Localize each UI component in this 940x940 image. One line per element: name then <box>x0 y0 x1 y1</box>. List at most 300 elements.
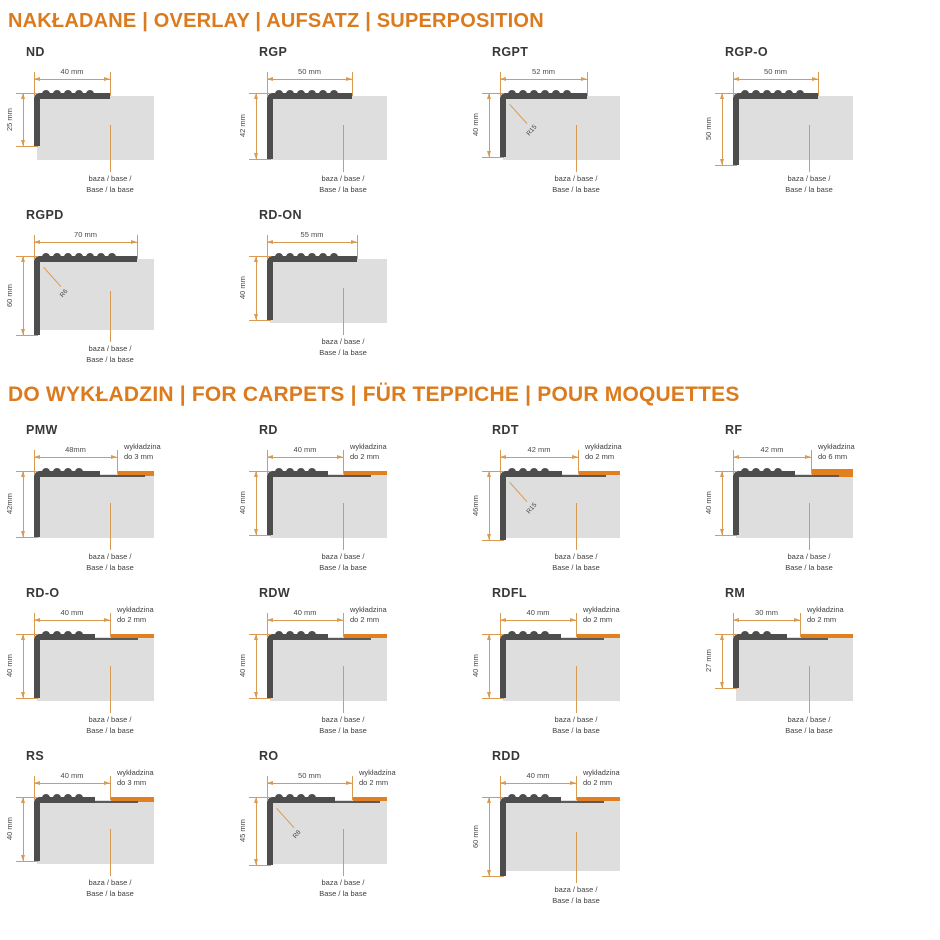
height-dimension-line <box>23 256 24 335</box>
base-pointer-line <box>110 125 111 172</box>
profile-rib <box>64 90 72 94</box>
height-dimension-label: 27 mm <box>704 649 713 673</box>
height-extension-line-bottom <box>249 320 271 321</box>
profile-rib <box>308 468 316 472</box>
profile-rib <box>53 631 61 635</box>
height-extension-line-top <box>715 93 737 94</box>
base-rectangle <box>503 96 620 160</box>
base-rectangle <box>270 800 387 864</box>
profile-rib <box>308 253 316 257</box>
height-dimension-line <box>23 471 24 537</box>
profile-rib <box>519 468 527 472</box>
base-rectangle <box>736 96 853 160</box>
base-label-line2: Base / la base <box>86 354 134 364</box>
carpet-label <box>807 605 887 625</box>
profile-diagram <box>5 41 245 204</box>
height-dimension-label: 40 mm <box>704 491 713 515</box>
profile-rib <box>752 468 760 472</box>
profile-rib <box>752 90 760 94</box>
height-extension-line-bottom <box>16 146 38 147</box>
base-label-line2: Base / la base <box>319 888 367 898</box>
base-label-line2: Base / la base <box>86 562 134 572</box>
profile-vertical-leg <box>500 471 506 540</box>
height-dimension-label: 46mm <box>471 495 480 516</box>
base-rectangle <box>270 474 387 538</box>
profile-code: PMW <box>26 423 58 437</box>
profile-code: RDFL <box>492 586 527 600</box>
base-label-line2: Base / la base <box>86 888 134 898</box>
height-extension-line-top <box>16 256 38 257</box>
width-dimension-line <box>34 783 110 784</box>
carpet-label-line1: wykładzina <box>583 768 620 777</box>
profile-code: RGP-O <box>725 45 768 59</box>
width-dimension-label: 50 mm <box>298 771 321 780</box>
profile-rib <box>86 90 94 94</box>
base-label <box>521 552 631 573</box>
width-dimension-line <box>500 79 587 80</box>
profile-rib <box>563 90 571 94</box>
profile-rib <box>763 631 771 635</box>
carpet-label-line2: do 2 mm <box>359 778 389 788</box>
base-rectangle <box>503 637 620 701</box>
width-extension-line-right <box>352 72 353 96</box>
height-extension-line-bottom <box>482 698 504 699</box>
profile-rib <box>530 631 538 635</box>
base-rectangle <box>37 637 154 701</box>
width-dimension-label: 40 mm <box>526 771 550 780</box>
height-extension-line-bottom <box>482 157 504 158</box>
base-pointer-line <box>576 125 577 172</box>
carpet-label-line1: wykładzina <box>117 605 154 614</box>
profile-rib <box>297 468 305 472</box>
profile-vertical-leg <box>500 634 506 698</box>
profile-diagram <box>238 41 478 204</box>
profile-vertical-leg <box>733 93 739 165</box>
height-dimension-label: 40 mm <box>238 276 247 300</box>
height-dimension-line <box>23 93 24 146</box>
profile-vertical-leg <box>267 471 273 535</box>
base-label-line1: baza / base / <box>88 344 132 353</box>
base-label-line1: baza / base / <box>787 715 831 724</box>
height-dimension-label: 42mm <box>5 493 14 515</box>
height-dimension-label: 40 mm <box>471 113 480 137</box>
base-label-line1: baza / base / <box>321 552 365 561</box>
width-extension-line-right <box>110 613 111 637</box>
profile-vertical-leg <box>34 634 40 698</box>
base-label-line1: baza / base / <box>554 174 598 183</box>
carpet-label-line1: wykładzina <box>818 442 855 451</box>
carpet-label-line2: do 2 mm <box>583 778 613 788</box>
base-pointer-line <box>576 666 577 713</box>
profile-diagram <box>238 419 478 582</box>
base-label <box>55 344 165 365</box>
profile-rib <box>53 468 61 472</box>
height-extension-line-bottom <box>249 698 271 699</box>
profile-rib <box>519 794 527 798</box>
carpet-label-line1: wykładzina <box>350 605 387 614</box>
base-label <box>754 174 864 195</box>
profile-diagram <box>5 204 245 367</box>
width-extension-line-right <box>811 450 812 474</box>
base-label <box>55 715 165 736</box>
height-dimension-label: 40 mm <box>238 491 247 515</box>
height-extension-line-bottom <box>482 876 504 877</box>
height-dimension-label: 60 mm <box>5 284 14 307</box>
carpet-label-line1: wykładzina <box>350 442 387 451</box>
width-extension-line-right <box>800 613 801 637</box>
width-dimension-label: 48mm <box>65 445 86 454</box>
profile-rib <box>64 794 72 798</box>
width-dimension-label: 42 mm <box>527 445 551 454</box>
height-extension-line-top <box>715 471 737 472</box>
profile-rib <box>286 90 294 94</box>
base-label <box>288 337 398 358</box>
height-dimension-line <box>489 797 490 876</box>
base-rectangle <box>503 800 620 871</box>
profile-vertical-leg <box>267 797 273 865</box>
profile-section <box>0 383 940 908</box>
base-label-line1: baza / base / <box>321 337 365 346</box>
height-dimension-label: 25 mm <box>5 108 14 131</box>
profile-grid <box>0 41 940 367</box>
profile-rib <box>741 631 749 635</box>
profile-vertical-leg <box>733 471 739 535</box>
profile-rib <box>75 90 83 94</box>
base-label-line2: Base / la base <box>552 725 600 735</box>
base-label-line1: baza / base / <box>88 878 132 887</box>
base-label <box>55 552 165 573</box>
height-extension-line-top <box>715 634 737 635</box>
height-extension-line-top <box>249 256 271 257</box>
profile-diagram <box>704 582 940 745</box>
profile-code: RGP <box>259 45 288 59</box>
profile-rib <box>97 253 105 257</box>
base-label <box>288 174 398 195</box>
base-label-line1: baza / base / <box>88 174 132 183</box>
profile-code: RDT <box>492 423 519 437</box>
profile-rib <box>330 253 338 257</box>
base-label-line1: baza / base / <box>88 552 132 561</box>
height-dimension-line <box>722 634 723 688</box>
profile-rib <box>530 794 538 798</box>
base-label-line2: Base / la base <box>552 895 600 905</box>
height-dimension-label: 40 mm <box>5 817 14 841</box>
base-label <box>521 885 631 906</box>
base-rectangle <box>37 474 154 538</box>
profile-rib <box>42 253 50 257</box>
radius-label: R15 <box>525 123 539 138</box>
base-pointer-line <box>343 503 344 550</box>
profile-vertical-leg <box>34 93 40 146</box>
base-pointer-line <box>343 125 344 172</box>
carpet-label-line1: wykładzina <box>124 442 161 451</box>
height-extension-line-top <box>249 93 271 94</box>
carpet-label-line2: do 2 mm <box>807 615 837 625</box>
width-dimension-label: 40 mm <box>293 608 317 617</box>
width-dimension-line <box>733 457 811 458</box>
profile-code: ND <box>26 45 45 59</box>
profile-diagram <box>471 41 711 204</box>
profile-section <box>0 10 940 367</box>
height-dimension-line <box>256 93 257 159</box>
base-pointer-line <box>343 666 344 713</box>
height-dimension-label: 40 mm <box>471 654 480 678</box>
profile-diagram <box>471 419 711 582</box>
width-dimension-line <box>267 242 357 243</box>
profile-rib <box>53 253 61 257</box>
carpet-label-line2: do 3 mm <box>117 778 147 788</box>
base-label-line2: Base / la base <box>319 347 367 357</box>
height-dimension-line <box>256 471 257 535</box>
base-label <box>521 715 631 736</box>
profile-vertical-leg <box>267 256 273 320</box>
width-dimension-line <box>733 79 818 80</box>
width-extension-line-right <box>818 72 819 96</box>
profile-vertical-leg <box>34 797 40 861</box>
width-dimension-line <box>34 620 110 621</box>
width-dimension-label: 40 mm <box>60 608 84 617</box>
profile-vertical-leg <box>267 634 273 698</box>
height-extension-line-top <box>16 634 38 635</box>
profile-rib <box>508 90 516 94</box>
height-extension-line-bottom <box>249 159 271 160</box>
base-rectangle <box>736 637 853 701</box>
base-label <box>754 552 864 573</box>
profile-diagram <box>704 41 940 204</box>
width-dimension-line <box>500 620 576 621</box>
width-dimension-line <box>267 783 352 784</box>
base-label-line2: Base / la base <box>86 184 134 194</box>
profile-diagram <box>238 204 478 367</box>
profile-code: RD <box>259 423 278 437</box>
height-extension-line-top <box>16 797 38 798</box>
base-label-line1: baza / base / <box>321 715 365 724</box>
carpet-label-line2: do 2 mm <box>350 615 380 625</box>
width-dimension-line <box>267 79 352 80</box>
base-label-line2: Base / la base <box>319 562 367 572</box>
width-extension-line-right <box>117 450 118 474</box>
profile-rib <box>297 631 305 635</box>
width-extension-line-right <box>576 776 577 800</box>
carpet-label <box>818 442 898 462</box>
width-dimension-label: 40 mm <box>60 67 84 76</box>
height-extension-line-bottom <box>715 535 737 536</box>
profile-rib <box>741 468 749 472</box>
height-extension-line-top <box>482 471 504 472</box>
width-extension-line-right <box>352 776 353 800</box>
profile-code: RM <box>725 586 746 600</box>
profile-rib <box>519 90 527 94</box>
profile-rib <box>286 468 294 472</box>
base-label <box>55 174 165 195</box>
height-dimension-label: 45 mm <box>238 819 247 843</box>
profile-rib <box>64 631 72 635</box>
width-dimension-label: 55 mm <box>300 230 324 239</box>
profile-rib <box>319 90 327 94</box>
profile-rib <box>275 253 283 257</box>
profile-rib <box>541 794 549 798</box>
carpet-label-line2: do 3 mm <box>124 452 154 462</box>
base-rectangle <box>37 800 154 864</box>
height-dimension-line <box>23 797 24 861</box>
base-label-line2: Base / la base <box>785 184 833 194</box>
base-pointer-line <box>809 666 810 713</box>
base-label <box>288 552 398 573</box>
width-dimension-label: 52 mm <box>532 67 555 76</box>
width-extension-line-right <box>110 72 111 96</box>
height-extension-line-bottom <box>16 861 38 862</box>
profile-rib <box>330 90 338 94</box>
height-extension-line-top <box>249 471 271 472</box>
profile-rib <box>42 90 50 94</box>
height-extension-line-bottom <box>16 537 38 538</box>
width-extension-line-right <box>576 613 577 637</box>
width-dimension-line <box>733 620 800 621</box>
profile-diagram <box>5 582 245 745</box>
profile-rib <box>508 468 516 472</box>
carpet-label <box>117 768 197 788</box>
height-extension-line-bottom <box>16 335 38 336</box>
profile-rib <box>508 794 516 798</box>
profile-rib <box>530 468 538 472</box>
base-label-line1: baza / base / <box>554 552 598 561</box>
profile-rib <box>286 794 294 798</box>
height-dimension-label: 42 mm <box>238 114 247 138</box>
profile-rib <box>541 468 549 472</box>
profile-code: RGPD <box>26 208 64 222</box>
profile-rib <box>42 794 50 798</box>
profile-rib <box>785 90 793 94</box>
height-extension-line-top <box>482 797 504 798</box>
carpet-label-line1: wykładzina <box>117 768 154 777</box>
base-pointer-line <box>110 829 111 876</box>
base-label-line1: baza / base / <box>554 715 598 724</box>
base-label-line2: Base / la base <box>319 725 367 735</box>
profile-code: RDD <box>492 749 521 763</box>
height-extension-line-bottom <box>249 865 271 866</box>
base-pointer-line <box>576 832 577 883</box>
width-extension-line-right <box>343 613 344 637</box>
profile-rib <box>541 90 549 94</box>
profile-rib <box>541 631 549 635</box>
width-extension-line-right <box>343 450 344 474</box>
height-dimension-line <box>722 93 723 165</box>
width-dimension-line <box>267 457 343 458</box>
section-title: DO WYKŁADZIN | FOR CARPETS | FÜR TEPPICHE | POUR MOQUETTES <box>8 383 740 406</box>
height-extension-line-top <box>482 634 504 635</box>
profile-rib <box>297 253 305 257</box>
base-label-line1: baza / base / <box>321 878 365 887</box>
height-dimension-line <box>722 471 723 535</box>
height-dimension-label: 60 mm <box>471 825 480 848</box>
profile-rib <box>297 794 305 798</box>
height-dimension-label: 40 mm <box>5 654 14 678</box>
width-dimension-label: 40 mm <box>526 608 550 617</box>
profile-rib <box>53 90 61 94</box>
profile-rib <box>75 468 83 472</box>
profile-vertical-leg <box>733 634 739 688</box>
section-title: NAKŁADANE | OVERLAY | AUFSATZ | SUPERPOSITION <box>8 10 544 32</box>
height-extension-line-top <box>249 797 271 798</box>
carpet-label-line1: wykładzina <box>585 442 622 451</box>
width-extension-line-right <box>137 235 138 259</box>
width-dimension-label: 50 mm <box>764 67 787 76</box>
profile-code: RDW <box>259 586 291 600</box>
profile-rib <box>752 631 760 635</box>
base-pointer-line <box>343 829 344 876</box>
profile-rib <box>42 468 50 472</box>
height-dimension-line <box>256 256 257 320</box>
base-pointer-line <box>110 503 111 550</box>
profile-code: RD-ON <box>259 208 302 222</box>
profile-rib <box>308 90 316 94</box>
height-dimension-line <box>256 634 257 698</box>
height-extension-line-top <box>16 93 38 94</box>
width-extension-line-right <box>357 235 358 259</box>
height-extension-line-top <box>482 93 504 94</box>
height-extension-line-bottom <box>249 535 271 536</box>
width-extension-line-right <box>578 450 579 474</box>
profile-rib <box>519 631 527 635</box>
base-label <box>288 878 398 899</box>
base-label <box>521 174 631 195</box>
width-dimension-label: 42 mm <box>760 445 784 454</box>
width-dimension-line <box>34 242 137 243</box>
width-extension-line-right <box>110 776 111 800</box>
profile-rib <box>763 90 771 94</box>
base-label-line2: Base / la base <box>319 184 367 194</box>
height-extension-line-bottom <box>715 688 737 689</box>
profile-rib <box>64 253 72 257</box>
base-label-line1: baza / base / <box>554 885 598 894</box>
width-extension-line-right <box>587 72 588 96</box>
width-dimension-line <box>34 79 110 80</box>
carpet-label-line1: wykładzina <box>807 605 844 614</box>
profile-rib <box>530 90 538 94</box>
width-dimension-label: 40 mm <box>293 445 317 454</box>
profile-rib <box>275 90 283 94</box>
profile-rib <box>108 253 116 257</box>
height-dimension-line <box>489 93 490 157</box>
height-extension-line-top <box>249 634 271 635</box>
profile-code: RF <box>725 423 743 437</box>
radius-label: R15 <box>525 501 539 516</box>
base-pointer-line <box>110 291 111 342</box>
profile-diagram <box>238 582 478 745</box>
profile-diagram <box>704 419 940 582</box>
carpet-label-line1: wykładzina <box>583 605 620 614</box>
profile-vertical-leg <box>34 256 40 335</box>
base-rectangle <box>37 96 154 160</box>
profile-vertical-leg <box>34 471 40 537</box>
base-rectangle <box>270 259 387 323</box>
profile-rib <box>552 90 560 94</box>
profile-rib <box>53 794 61 798</box>
width-dimension-line <box>34 457 117 458</box>
carpet-label <box>117 605 197 625</box>
width-dimension-label: 40 mm <box>60 771 84 780</box>
base-rectangle <box>270 96 387 160</box>
width-dimension-label: 70 mm <box>74 230 97 239</box>
carpet-label <box>124 442 204 462</box>
profile-diagram <box>471 582 711 745</box>
profile-rib <box>75 253 83 257</box>
base-label <box>288 715 398 736</box>
carpet-label-line2: do 2 mm <box>350 452 380 462</box>
height-dimension-label: 40 mm <box>238 654 247 678</box>
profile-rib <box>275 631 283 635</box>
base-label-line2: Base / la base <box>785 725 833 735</box>
